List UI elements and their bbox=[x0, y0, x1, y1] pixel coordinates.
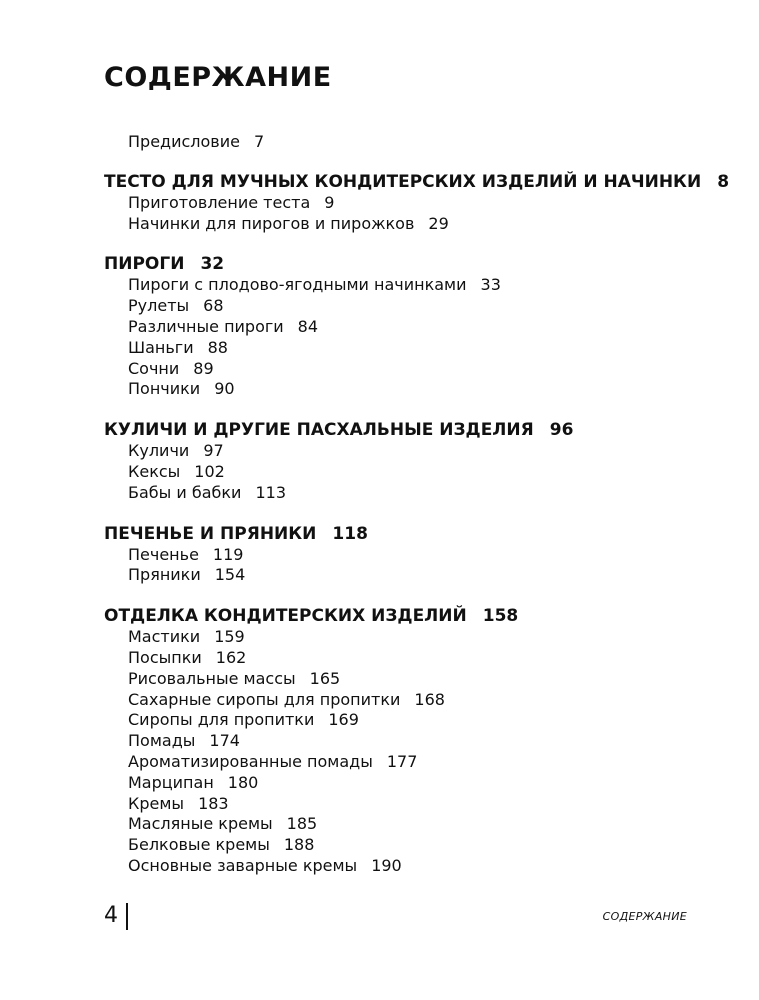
toc-entry-page: 33 bbox=[480, 275, 501, 295]
toc-entry[interactable] bbox=[104, 773, 724, 794]
running-header: СОДЕРЖАНИЕ bbox=[602, 910, 687, 923]
toc-entry-page: 113 bbox=[255, 482, 286, 502]
toc-entry-page: 190 bbox=[371, 855, 402, 875]
toc-entry-page: 162 bbox=[215, 647, 247, 667]
toc-entry-title: Пряники bbox=[128, 565, 201, 585]
toc-entry[interactable] bbox=[104, 483, 724, 504]
toc-entry-title: Сиропы для пропитки bbox=[128, 710, 315, 730]
toc-entry-page: 159 bbox=[214, 627, 245, 647]
toc-section-page: 118 bbox=[332, 523, 368, 544]
toc-entry[interactable] bbox=[104, 338, 724, 359]
toc-entry-page: 9 bbox=[324, 192, 335, 212]
page-title: СОДЕРЖАНИЕ bbox=[104, 62, 332, 93]
toc-section-title: ПЕЧЕНЬЕ И ПРЯНИКИ bbox=[104, 523, 317, 544]
toc-entry[interactable] bbox=[104, 193, 724, 214]
toc-entry-page: 185 bbox=[286, 814, 318, 834]
toc-entry-title: Рулеты bbox=[128, 296, 190, 316]
toc-entry-title: Печенье bbox=[128, 544, 199, 564]
toc-entry[interactable] bbox=[104, 856, 724, 877]
toc-entry[interactable] bbox=[104, 545, 724, 566]
toc-entry-title: Посыпки bbox=[128, 647, 202, 667]
toc-section-title: ТЕСТО ДЛЯ МУЧНЫХ КОНДИТЕРСКИХ ИЗДЕЛИЙ И НАЧИНКИ bbox=[104, 171, 702, 192]
page-number: 4 bbox=[104, 903, 118, 928]
toc-entry[interactable] bbox=[104, 462, 724, 483]
toc-entry[interactable] bbox=[104, 835, 724, 856]
toc-entry-page: 90 bbox=[214, 379, 235, 399]
toc-entry-page: 180 bbox=[227, 772, 259, 792]
toc-entry-title: Бабы и бабки bbox=[128, 482, 242, 502]
toc-entry[interactable] bbox=[104, 814, 724, 835]
toc-entry[interactable] bbox=[104, 710, 724, 731]
toc-entry-page: 174 bbox=[209, 731, 240, 751]
toc-entry[interactable] bbox=[104, 359, 724, 380]
toc-entry-title: Куличи bbox=[128, 441, 190, 461]
toc-entry-title: Помады bbox=[128, 731, 196, 751]
toc-entry-title: Кексы bbox=[128, 461, 181, 481]
toc-entry-title: Предисловие bbox=[128, 132, 240, 151]
toc-entry-title: Приготовление теста bbox=[128, 192, 311, 212]
toc-entry-page: 154 bbox=[214, 565, 246, 585]
toc-entry-page: 183 bbox=[198, 793, 229, 813]
toc-entry[interactable] bbox=[104, 794, 724, 815]
toc-entry-title: Шаньги bbox=[128, 337, 194, 357]
toc-entry-page: 168 bbox=[414, 689, 445, 709]
toc-entry-title: Начинки для пирогов и пирожков bbox=[128, 213, 415, 233]
toc-section-page: 96 bbox=[549, 420, 574, 441]
page-number-divider bbox=[126, 903, 128, 930]
toc-entry-title: Мастики bbox=[128, 627, 201, 647]
toc-entry[interactable] bbox=[104, 379, 724, 400]
toc-entry[interactable] bbox=[104, 214, 724, 235]
toc-entry-page: 68 bbox=[203, 296, 224, 316]
toc-section-heading[interactable] bbox=[104, 606, 724, 627]
toc-section-title: КУЛИЧИ И ДРУГИЕ ПАСХАЛЬНЫЕ ИЗДЕЛИЯ bbox=[104, 420, 534, 441]
toc-entry-page: 97 bbox=[203, 441, 224, 461]
toc-entry-title: Ароматизированные помады bbox=[128, 751, 373, 771]
toc-section-title: ПИРОГИ bbox=[104, 254, 185, 275]
toc-entry-title: Пироги с плодово-ягодными начинками bbox=[128, 275, 467, 295]
toc-entry[interactable] bbox=[104, 752, 724, 773]
toc-entry[interactable] bbox=[104, 731, 724, 752]
toc-entry[interactable] bbox=[104, 441, 724, 462]
toc-entry[interactable] bbox=[104, 669, 724, 690]
toc-entry-title: Различные пироги bbox=[128, 316, 284, 336]
toc-section-page: 32 bbox=[200, 254, 225, 275]
toc-entry-title: Марципан bbox=[128, 772, 214, 792]
toc-section-heading[interactable] bbox=[104, 420, 724, 441]
toc-entry-page: 89 bbox=[193, 358, 214, 378]
toc-section-heading[interactable] bbox=[104, 254, 724, 275]
table-of-contents bbox=[104, 132, 730, 877]
toc-section-heading[interactable] bbox=[104, 524, 724, 545]
toc-entry-title: Кремы bbox=[128, 793, 185, 813]
toc-entry-page: 102 bbox=[194, 461, 225, 481]
toc-entry-page: 177 bbox=[386, 751, 418, 771]
toc-entry[interactable] bbox=[104, 648, 724, 669]
toc-entry-title: Основные заварные кремы bbox=[128, 855, 358, 875]
toc-section-page: 8 bbox=[717, 171, 730, 192]
toc-entry[interactable] bbox=[104, 275, 724, 296]
toc-entry-title: Сочни bbox=[128, 358, 180, 378]
toc-entry[interactable] bbox=[104, 565, 724, 586]
toc-entry-page: 29 bbox=[428, 213, 449, 233]
toc-section-title: ОТДЕЛКА КОНДИТЕРСКИХ ИЗДЕЛИЙ bbox=[104, 606, 467, 627]
toc-entry[interactable] bbox=[104, 317, 724, 338]
toc-entry-title: Рисовальные массы bbox=[128, 668, 296, 688]
toc-entry-page: 165 bbox=[309, 668, 341, 688]
toc-section-page: 158 bbox=[482, 606, 519, 627]
toc-entry-preface[interactable] bbox=[104, 132, 724, 153]
toc-entry-title: Белковые кремы bbox=[128, 835, 270, 855]
toc-entry-title: Сахарные сиропы для пропитки bbox=[128, 689, 401, 709]
toc-entry-page: 169 bbox=[328, 710, 359, 730]
toc-entry-title: Пончики bbox=[128, 379, 201, 399]
toc-entry-page: 88 bbox=[207, 337, 228, 357]
toc-entry-title: Масляные кремы bbox=[128, 814, 273, 834]
toc-section-heading[interactable] bbox=[104, 171, 730, 193]
toc-entry[interactable] bbox=[104, 690, 724, 711]
toc-entry[interactable] bbox=[104, 627, 724, 648]
toc-entry-page: 7 bbox=[253, 132, 265, 151]
toc-entry-page: 84 bbox=[297, 316, 319, 336]
toc-entry[interactable] bbox=[104, 296, 724, 317]
toc-entry-page: 188 bbox=[283, 835, 315, 855]
toc-entry-page: 119 bbox=[212, 544, 244, 564]
